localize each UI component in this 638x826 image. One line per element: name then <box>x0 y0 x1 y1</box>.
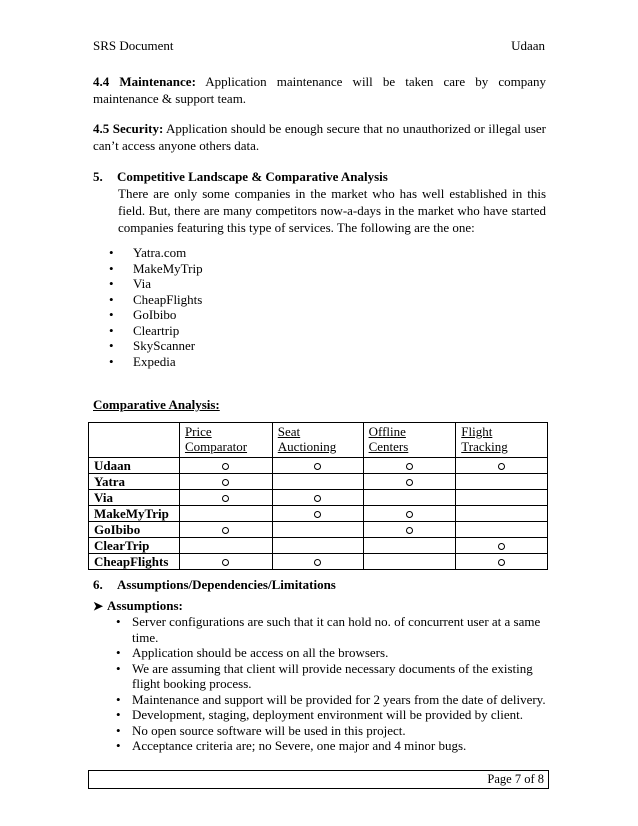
table-cell <box>179 490 272 506</box>
circle-mark-icon <box>314 511 321 518</box>
row-label: GoIbibo <box>89 522 180 538</box>
table-header-row <box>89 423 548 458</box>
maintenance-text: Application maintenance will be taken care by company maintenance & support team. <box>93 74 547 106</box>
header-cell-offline-centers: Offline Centers <box>363 423 456 458</box>
table-cell <box>456 474 548 490</box>
table-row <box>89 506 548 522</box>
circle-mark-icon <box>406 463 413 470</box>
page-number: Page 7 of 8 <box>487 772 544 786</box>
section-5-intro: There are only some companies in the market who has well established in this field. But, there are many competitors now-a-days in the market who have started companies featuring this type of services. The following are the one: <box>118 186 546 235</box>
row-label: CheapFlights <box>89 554 180 570</box>
row-label: Via <box>89 490 180 506</box>
table-cell <box>456 506 548 522</box>
table-cell <box>363 458 456 474</box>
list-item: • Application should be access on all the browsers. <box>116 645 546 661</box>
circle-mark-icon <box>314 463 321 470</box>
list-item: • GoIbibo <box>109 307 203 323</box>
comparative-analysis-title: Comparative Analysis: <box>93 397 220 412</box>
table-cell <box>456 538 548 554</box>
list-item: • Acceptance criteria are; no Severe, one major and 4 minor bugs. <box>116 738 546 754</box>
list-item: • Cleartrip <box>109 323 203 339</box>
table-cell <box>272 474 363 490</box>
arrow-bullet-icon: ➤ <box>93 599 104 613</box>
header-cell-flight-tracking: Flight Tracking <box>456 423 548 458</box>
table-cell <box>363 522 456 538</box>
table-row <box>89 538 548 554</box>
comparison-table <box>88 422 548 570</box>
row-label: MakeMyTrip <box>89 506 180 522</box>
security-paragraph <box>93 120 546 154</box>
list-item: • We are assuming that client will provide necessary documents of the existing flight booking process. <box>116 661 546 692</box>
header-cell-price-comparator: Price Comparator <box>179 423 272 458</box>
list-item: • No open source software will be used in this project. <box>116 723 546 739</box>
table-body <box>89 458 548 570</box>
maintenance-label: 4.4 Maintenance: <box>93 74 196 89</box>
header-cell-empty <box>89 423 180 458</box>
section-6-title: Assumptions/Dependencies/Limitations <box>117 577 336 592</box>
circle-mark-icon <box>314 559 321 566</box>
circle-mark-icon <box>498 543 505 550</box>
assumptions-label: Assumptions: <box>107 598 183 613</box>
section-5-heading <box>93 169 388 185</box>
list-item: • Server configurations are such that it can hold no. of concurrent user at a same time. <box>116 614 546 645</box>
maintenance-paragraph <box>93 73 546 107</box>
header-cell-seat-auctioning: Seat Auctioning <box>272 423 363 458</box>
security-label: 4.5 Security: <box>93 121 164 136</box>
header-project: Udaan <box>511 38 545 53</box>
row-label: Udaan <box>89 458 180 474</box>
table-cell <box>272 538 363 554</box>
table-cell <box>272 554 363 570</box>
circle-mark-icon <box>222 463 229 470</box>
table-cell <box>272 458 363 474</box>
table-row <box>89 554 548 570</box>
table-cell <box>456 554 548 570</box>
list-item: • Maintenance and support will be provided for 2 years from the date of delivery. <box>116 692 546 708</box>
table-cell <box>179 554 272 570</box>
assumptions-heading <box>93 598 183 614</box>
table-row <box>89 458 548 474</box>
table-cell <box>363 474 456 490</box>
table-cell <box>363 490 456 506</box>
circle-mark-icon <box>406 511 413 518</box>
table-cell <box>179 458 272 474</box>
table-cell <box>179 506 272 522</box>
circle-mark-icon <box>314 495 321 502</box>
list-item: • Via <box>109 276 203 292</box>
circle-mark-icon <box>222 559 229 566</box>
circle-mark-icon <box>406 527 413 534</box>
table-row <box>89 474 548 490</box>
table-cell <box>363 506 456 522</box>
header-title: SRS Document <box>93 38 174 53</box>
circle-mark-icon <box>498 559 505 566</box>
table-row <box>89 522 548 538</box>
table-cell <box>272 490 363 506</box>
table-cell <box>272 506 363 522</box>
circle-mark-icon <box>406 479 413 486</box>
circle-mark-icon <box>498 463 505 470</box>
table-row <box>89 490 548 506</box>
row-label: Yatra <box>89 474 180 490</box>
list-item: • MakeMyTrip <box>109 261 203 277</box>
competitor-list <box>109 245 203 369</box>
list-item: • Development, staging, deployment environment will be provided by client. <box>116 707 546 723</box>
circle-mark-icon <box>222 479 229 486</box>
list-item: • CheapFlights <box>109 292 203 308</box>
assumptions-list <box>116 614 546 754</box>
table-cell <box>456 490 548 506</box>
table-cell <box>179 538 272 554</box>
circle-mark-icon <box>222 495 229 502</box>
table-cell <box>363 554 456 570</box>
row-label: ClearTrip <box>89 538 180 554</box>
section-5-title: Competitive Landscape & Comparative Analysis <box>117 169 388 184</box>
table-cell <box>179 522 272 538</box>
table-cell <box>179 474 272 490</box>
table-cell <box>272 522 363 538</box>
circle-mark-icon <box>222 527 229 534</box>
list-item: • Yatra.com <box>109 245 203 261</box>
list-item: • SkyScanner <box>109 338 203 354</box>
list-item: • Expedia <box>109 354 203 370</box>
table-cell <box>456 522 548 538</box>
section-6-number: 6. <box>93 577 103 592</box>
section-6-heading <box>93 577 336 593</box>
section-5-number: 5. <box>93 169 103 184</box>
page-footer <box>88 770 549 789</box>
table-cell <box>363 538 456 554</box>
table-cell <box>456 458 548 474</box>
security-text: Application should be enough secure that no unauthorized or illegal user can’t access anyone others data. <box>93 121 546 153</box>
